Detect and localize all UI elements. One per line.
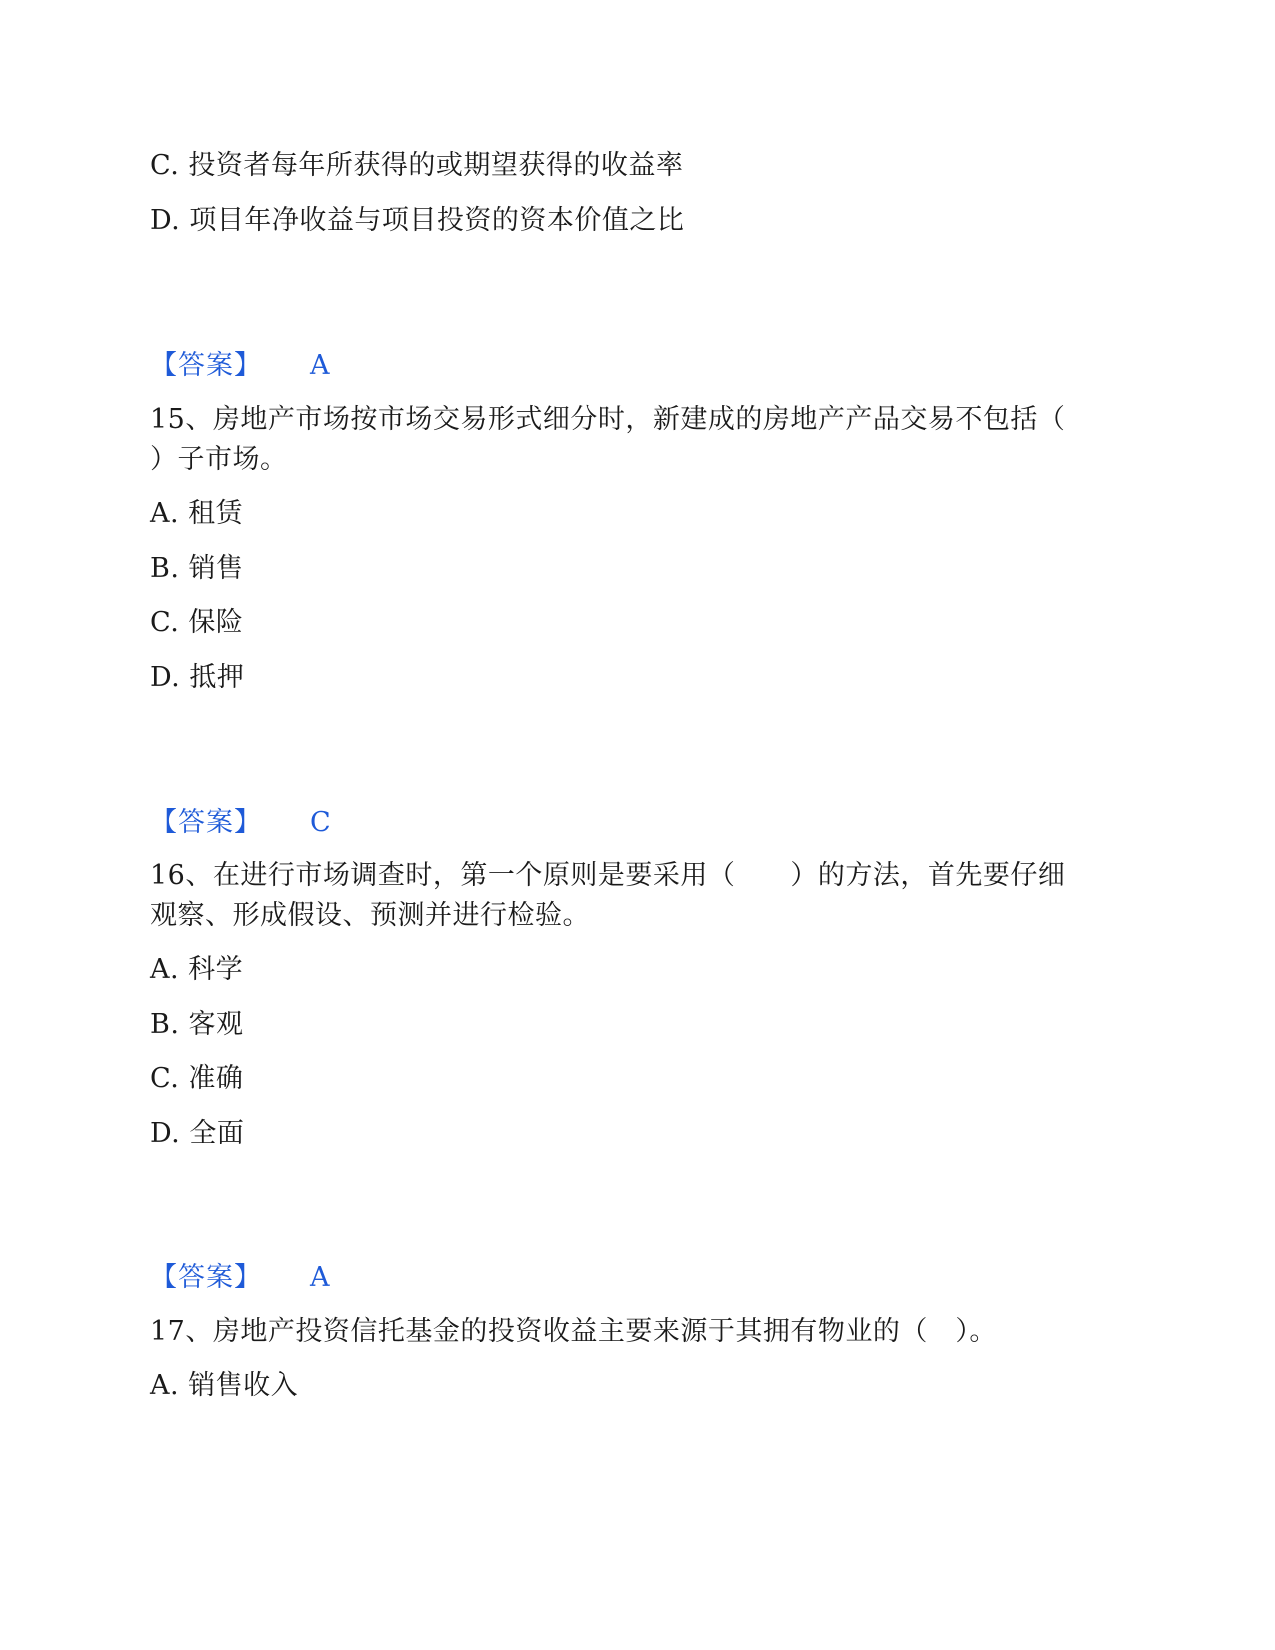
- q16-option-b: B. 客观: [150, 1009, 244, 1040]
- q16-option-c: C. 准确: [150, 1063, 244, 1094]
- answer-value: C: [310, 807, 331, 838]
- q16-stem-line2: 观察、形成假设、预测并进行检验。: [150, 900, 590, 931]
- q15-stem-line2: ）子市场。: [150, 444, 288, 475]
- q15-option-c: C. 保险: [150, 607, 244, 638]
- q14-answer: [150, 346, 330, 386]
- answer-value: A: [310, 1262, 330, 1293]
- answer-label: 【答案】: [150, 807, 262, 838]
- q15-option-b: B. 销售: [150, 553, 244, 584]
- q16-answer: [150, 1258, 330, 1298]
- answer-label: 【答案】: [150, 1262, 262, 1293]
- q15-option-a: A. 租赁: [150, 498, 244, 529]
- q14-option-d: D. 项目年净收益与项目投资的资本价值之比: [150, 205, 685, 236]
- q17-stem-line1: 17、房地产投资信托基金的投资收益主要来源于其拥有物业的（ ）。: [150, 1316, 997, 1347]
- q16-stem-line1: 16、在进行市场调查时，第一个原则是要采用（ ）的方法，首先要仔细: [150, 860, 1066, 891]
- q17-option-a: A. 销售收入: [150, 1370, 299, 1401]
- answer-label: 【答案】: [150, 350, 262, 381]
- q15-option-d: D. 抵押: [150, 662, 245, 693]
- q15-stem-line1: 15、房地产市场按市场交易形式细分时，新建成的房地产产品交易不包括（: [150, 404, 1066, 435]
- q14-option-c: C. 投资者每年所获得的或期望获得的收益率: [150, 150, 684, 181]
- q16-option-a: A. 科学: [150, 954, 244, 985]
- answer-value: A: [310, 350, 330, 381]
- q16-option-d: D. 全面: [150, 1118, 245, 1149]
- q15-answer: [150, 803, 331, 843]
